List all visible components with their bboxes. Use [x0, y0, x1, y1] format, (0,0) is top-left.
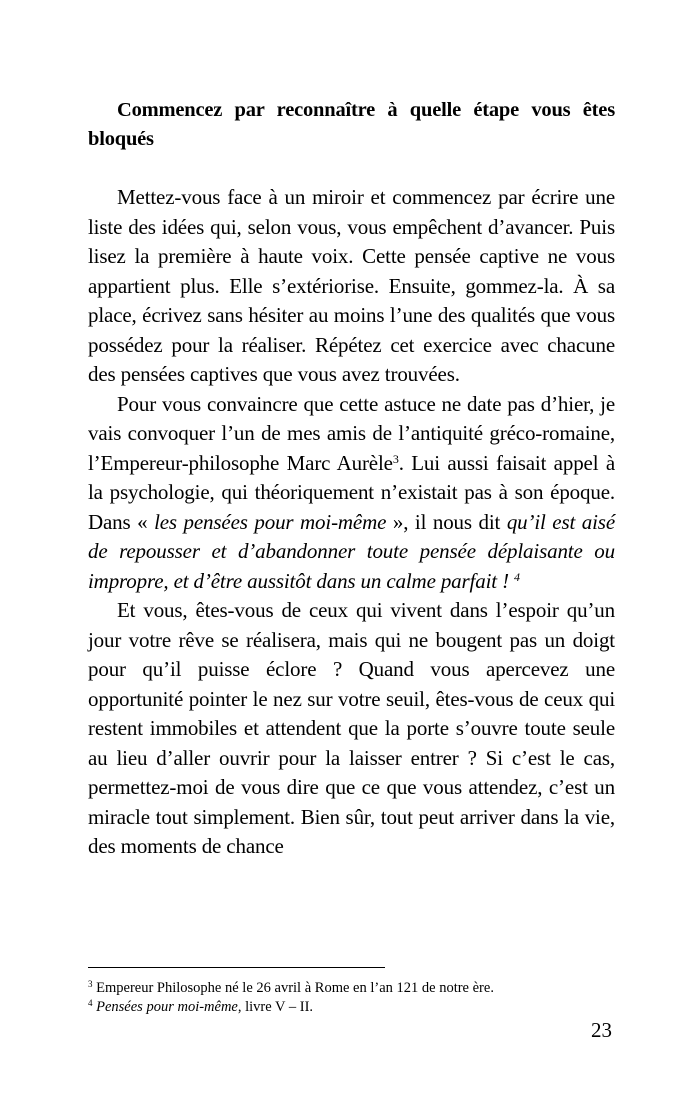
section-heading: Commencez par reconnaître à quelle étape vous êtes bloqués: [88, 99, 615, 150]
book-title-italic: les pensées pour moi-même: [154, 509, 387, 534]
paragraph-2: [88, 390, 615, 597]
quote-italic: qu’il est aisé de repousser et d’abandonner toute pensée déplaisante ou impropre, et d’être aussitôt dans un calme parfait !: [88, 509, 615, 593]
page-number: 23: [591, 1018, 612, 1042]
footnote-ref-3: 3: [392, 451, 399, 466]
footnote-4: [88, 998, 615, 1017]
paragraph-2-part-b: . Lui aussi faisait appel à la psychologie, qui théoriquement n’existait pas à son époque. Dans «: [88, 450, 615, 534]
footnote-4-title: Pensées pour moi-même: [96, 999, 238, 1015]
footnote-ref-4-number: 4: [514, 569, 520, 584]
paragraph-2-part-a: Pour vous convaincre que cette astuce ne date pas d’hier, je vais convoquer l’un de mes amis de l’antiquité gréco-romaine, l’Empereur-philosophe Marc Aurèle: [88, 391, 615, 475]
footnote-3-text: Empereur Philosophe né le 26 avril à Rome en l’an 121 de notre ère.: [96, 980, 494, 996]
footnote-3-number: 3: [88, 979, 93, 989]
footnotes: [88, 979, 615, 1017]
footnote-3: [88, 979, 615, 998]
footnote-separator: [88, 967, 385, 968]
paragraph-1: Mettez-vous face à un miroir et commencez par écrire une liste des idées qui, selon vous, vous empêchent d’avancer. Puis lisez la première à haute voix. Cette pensée captive ne vous appartient plus. Elle s’extériorise. Ensuite, gommez-la. À sa place, écrivez sans hésiter au moins l’une des qualités que vous possédez pour la réaliser. Répétez cet exercice avec chacune des pensées captives que vous avez trouvées.: [88, 185, 615, 386]
body-text: [88, 183, 615, 862]
footnote-4-text: , livre V – II.: [237, 999, 314, 1015]
paragraph-3: Et vous, êtes-vous de ceux qui vivent dans l’espoir qu’un jour votre rêve se réalisera, mais qui ne bougent pas un doigt pour qu’il puisse éclore ? Quand vous apercevez une opportunité pointer le nez sur votre seuil, êtes-vous de ceux qui restent immobiles et attendent que la porte s’ouvre toute seule au lieu d’aller ouvrir pour la laisser entrer ? Si c’est le cas, permettez-moi de vous dire que ce que vous attendez, c’est un miracle tout simplement. Bien sûr, tout peut arriver dans la vie, des moments de chance: [88, 598, 615, 858]
footnote-ref-4: [514, 570, 520, 584]
paragraph-2-part-c: », il nous dit: [386, 509, 507, 534]
footnote-4-number: 4: [88, 998, 93, 1008]
